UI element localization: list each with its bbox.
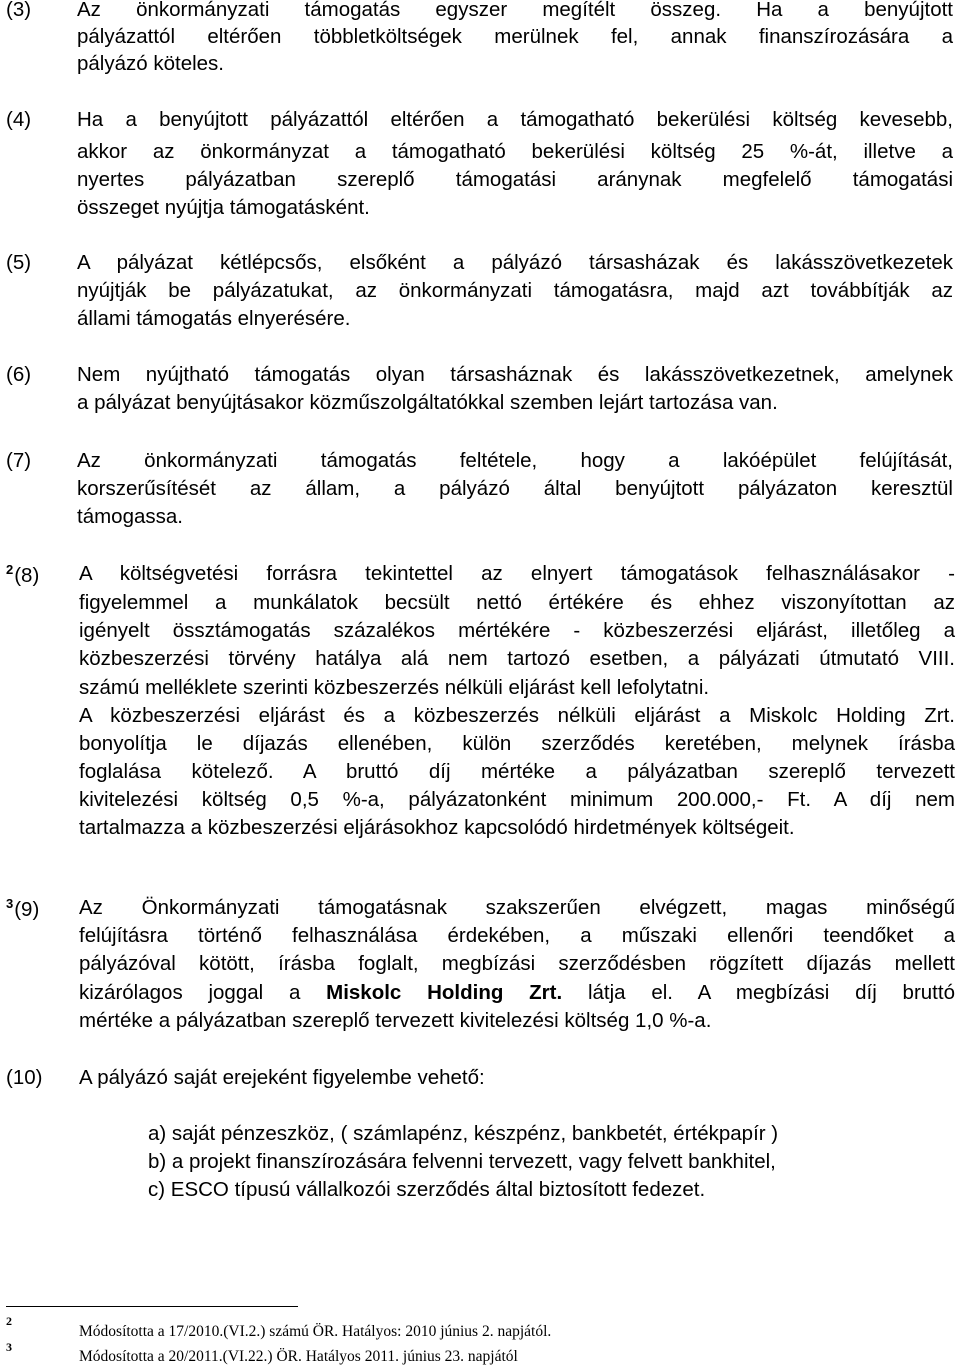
paragraph-line: a pályázat benyújtásakor közműszolgáltatókkal szemben lejárt tartozása van. xyxy=(77,391,778,414)
paragraph-line: Nem nyújtható támogatás olyan társasháznak és lakásszövetkezetnek, amelynek xyxy=(77,363,953,386)
bold-company-name: Miskolc Holding Zrt. xyxy=(326,981,563,1004)
paragraph-line: Az önkormányzati támogatás egyszer megítélt összeg. Ha a benyújtott xyxy=(77,0,953,21)
paragraph-number: (5) xyxy=(6,251,32,274)
paragraph-line: A közbeszerzési eljárást és a közbeszerzés nélküli eljárást a Miskolc Holding Zrt. xyxy=(79,704,955,727)
list-item: a) saját pénzeszköz, ( számlapénz, készpénz, bankbetét, értékpapír ) xyxy=(148,1122,779,1145)
footnote-reference[interactable]: 3 xyxy=(6,896,14,911)
list-item: b) a projekt finanszírozására felvenni tervezett, vagy felvett bankhitel, xyxy=(148,1150,776,1173)
paragraph-line: pályázattól eltérően többletköltségek merülnek fel, annak finanszírozására a xyxy=(77,25,953,48)
footnote-text: Módosította a 20/2011.(VI.22.) ÖR. Hatályos 2011. június 23. napjától xyxy=(79,1348,518,1365)
paragraph-line: akkor az önkormányzat a támogatható bekerülési költség 25 %-át, illetve a xyxy=(77,140,953,163)
paragraph-line: közbeszerzési törvény hatálya alá nem tartozó esetben, a pályázati útmutató VIII. xyxy=(79,647,955,670)
list-item: c) ESCO típusú vállalkozói szerződés által biztosított fedezet. xyxy=(148,1178,706,1201)
paragraph-number-group xyxy=(6,896,39,922)
paragraph-line: figyelemmel a munkálatok becsült nettó értékére és ehhez viszonyítottan az xyxy=(79,591,955,614)
paragraph-line: támogassa. xyxy=(77,505,183,528)
paragraph-number: (7) xyxy=(6,449,32,472)
paragraph-number: (10) xyxy=(6,1066,43,1089)
paragraph-line: tartalmazza a közbeszerzési eljárásokhoz kapcsolódó hirdetmények költségeit. xyxy=(79,816,795,839)
paragraph-number: (6) xyxy=(6,363,32,386)
paragraph-line: összeget nyújtja támogatásként. xyxy=(77,196,370,219)
paragraph-line: A költségvetési forrásra tekintettel az elnyert támogatások felhasználásakor - xyxy=(79,562,955,585)
paragraph-line: felújításra történő felhasználása érdekében, a műszaki ellenőri teendőket a xyxy=(79,924,955,947)
paragraph-line: bonyolítja le díjazás ellenében, külön szerződés keretében, melynek írásba xyxy=(79,732,955,755)
paragraph-line: foglalása kötelező. A bruttó díj mértéke a pályázatban szereplő tervezett xyxy=(79,760,955,783)
footnote-reference[interactable]: 2 xyxy=(6,562,14,577)
paragraph-number-group xyxy=(6,562,39,588)
paragraph-number: (8) xyxy=(14,564,40,587)
paragraph-line-with-bold: kizárólagos joggal a Miskolc Holding Zrt. látja el. A megbízási díj bruttó xyxy=(79,981,955,1004)
footnote-marker: 3 xyxy=(6,1340,12,1354)
paragraph-line: kivitelezési költség 0,5 %-a, pályázatonként minimum 200.000,- Ft. A díj nem xyxy=(79,788,955,811)
paragraph-line: Ha a benyújtott pályázattól eltérően a támogatható bekerülési költség kevesebb, xyxy=(77,108,953,131)
paragraph-line: számú melléklete szerinti közbeszerzés nélküli eljárást kell lefolytatni. xyxy=(79,676,710,699)
paragraph-number: (4) xyxy=(6,108,32,131)
footnote-text: Módosította a 17/2010.(VI.2.) számú ÖR. Hatályos: 2010 június 2. napjától. xyxy=(79,1323,552,1340)
paragraph-line: állami támogatás elnyerésére. xyxy=(77,307,351,330)
footnote-marker: 2 xyxy=(6,1314,12,1328)
paragraph-line: mértéke a pályázatban szereplő tervezett kivitelezési költség 1,0 %-a. xyxy=(79,1009,712,1032)
paragraph-line: Az Önkormányzati támogatásnak szakszerűen elvégzett, magas minőségű xyxy=(79,896,955,919)
paragraph-line: nyertes pályázatban szereplő támogatási aránynak megfelelő támogatási xyxy=(77,168,953,191)
paragraph-line: pályázóval kötött, írásba foglalt, megbízási szerződésben rögzített díjazás mellett xyxy=(79,952,955,975)
paragraph-line: Az önkormányzati támogatás feltétele, hogy a lakóépület felújítását, xyxy=(77,449,953,472)
paragraph-line: A pályázat kétlépcsős, elsőként a pályázó társasházak és lakásszövetkezetek xyxy=(77,251,953,274)
paragraph-line: A pályázó saját erejeként figyelembe vehető: xyxy=(79,1066,485,1089)
paragraph-number: (3) xyxy=(6,0,32,21)
paragraph-number: (9) xyxy=(14,898,40,921)
footnote-divider xyxy=(6,1306,298,1307)
paragraph-line: nyújtják be pályázatukat, az önkormányzati támogatásra, majd azt továbbítják az xyxy=(77,279,953,302)
paragraph-line: pályázó köteles. xyxy=(77,52,225,75)
paragraph-line: igényelt össztámogatás százalékos mértékére - közbeszerzési eljárást, illetőleg a xyxy=(79,619,955,642)
paragraph-line: korszerűsítését az állam, a pályázó által benyújtott pályázaton keresztül xyxy=(77,477,953,500)
